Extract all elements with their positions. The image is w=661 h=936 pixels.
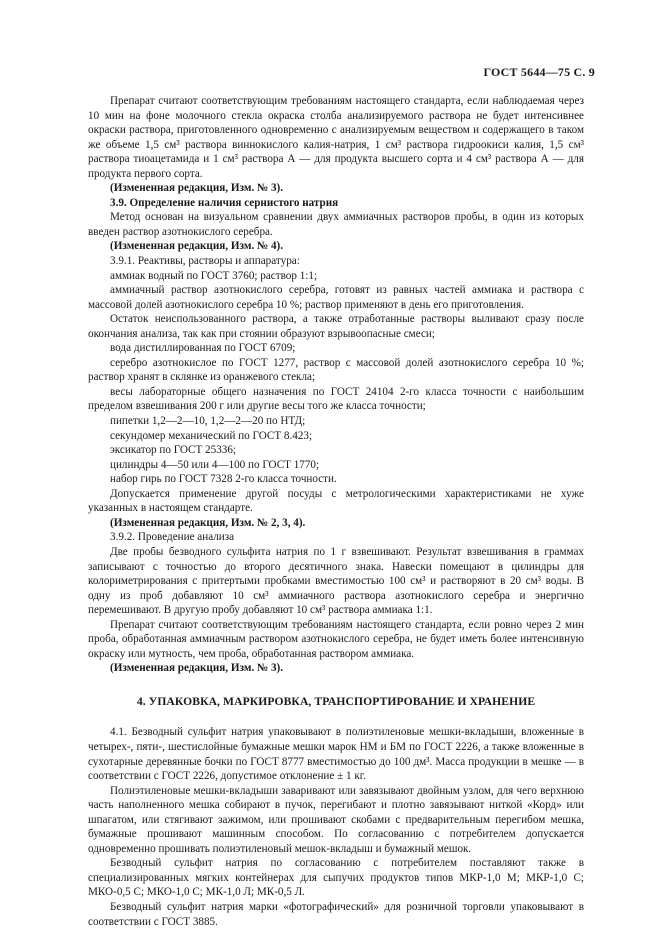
paragraph: Препарат считают соответствующим требованиям настоящего стандарта, если ровно через 2 мин проба, обработанная аммиачным раствором азотнокислого серебра, не будет иметь более интенсивную окраску или мутность, чем проба, обработанная раствором аммиака.	[88, 618, 584, 660]
paragraph: Препарат считают соответствующим требованиям настоящего стандарта, если наблюдаемая через 10 мин на фоне молочного стекла окраска столба анализируемого раствора не будет интенсивнее окраски раствора, приготовленного одновременно с анализируемым веществом и содержащего в таком же объеме 1,5 см³ раствора виннокислого калия-натрия, 1 см³ раствора гидроокиси калия, 1,5 см³ раствора тиоацетамида и 1 см³ раствора А — для продукта высшего сорта и 4 см³ раствора А — для продукта первого сорта.	[88, 95, 584, 180]
paragraph: (Измененная редакция, Изм. № 3).	[110, 662, 284, 675]
paragraph: 3.9.1. Реактивы, растворы и аппаратура:	[110, 255, 300, 268]
paragraph: весы лабораторные общего назначения по ГОСТ 24104 2-го класса точности с наибольшим пределом взвешивания 200 г или другие весы того же класса точности;	[88, 385, 584, 413]
paragraph: Полиэтиленовые мешки-вкладыши заваривают или завязывают двойным узлом, для чего верхнюю часть наполненного мешка собирают в пучок, перегибают и плотно завязывают ниткой «Корд» или шпагатом, или стягивают зажимом, или прошивают скобами с предварительным перегибом мешка, бумажные прошивают машинным способом. По согласованию с потребителем допускается одновременно прошивать полиэтиленовый мешок-вкладыш и бумажный мешок.	[88, 784, 584, 855]
paragraph: набор гирь по ГОСТ 7328 2-го класса точности.	[110, 473, 337, 486]
section-3-continued	[88, 94, 584, 676]
paragraph: серебро азотнокислое по ГОСТ 1277, раствор с массовой долей азотнокислого серебра 10 %; раствор хранят в склянке из оранжевого стекла;	[88, 356, 584, 384]
paragraph: аммиачный раствор азотнокислого серебра, готовят из равных частей аммиака и раствора с массовой долей азотнокислого серебра 10 %; раствор применяют в день его приготовления.	[88, 284, 584, 311]
paragraph: аммиак водный по ГОСТ 3760; раствор 1:1;	[110, 269, 318, 282]
section-title: 4. УПАКОВКА, МАРКИРОВКА, ТРАНСПОРТИРОВАНИЕ И ХРАНЕНИЕ	[136, 694, 536, 708]
paragraph: пипетки 1,2—2—10, 1,2—2—20 по НТД;	[110, 415, 306, 428]
paragraph: эксикатор по ГОСТ 25336;	[110, 444, 237, 457]
paragraph: Две пробы безводного сульфита натрия по 1 г взвешивают. Результат взвешивания в граммах записывают с точностью до второго десятичного знака. Навески помещают в цилиндры для колориметрирования с притертыми пробками вместимостью 100 см³ и растворяют в 20 см³ воды. В одну из проб добавляют 10 см³ аммиачного раствора азотнокислого серебра и энергично перемешивают. В другую пробу добавляют 10 см³ раствора аммиака 1:1.	[88, 545, 584, 617]
paragraph: 3.9.2. Проведение анализа	[110, 531, 235, 544]
paragraph: Допускается применение другой посуды с метрологическими характеристиками не хуже указанных в настоящем стандарте.	[88, 487, 584, 515]
paragraph: (Измененная редакция, Изм. № 2, 3, 4).	[110, 516, 306, 529]
paragraph: Остаток неиспользованного раствора, а также отработанные растворы выливают сразу после окончания анализа, так как при стоянии образуют взрывоопасные смеси;	[88, 313, 584, 340]
paragraph: цилиндры 4—50 или 4—100 по ГОСТ 1770;	[110, 458, 320, 471]
paragraph: 4.1. Безводный сульфит натрия упаковывают в полиэтиленовые мешки-вкладыши, вложенные в четырех-, пяти-, шестислойные бумажные мешки марок НМ и БМ по ГОСТ 2226, а также вложенные в сухотарные деревянные бочки по ГОСТ 8777 вместимостью до 100 дм³. Масса продукции в мешке — в соответствии с ГОСТ 2226, допустимое отклонение ± 1 кг.	[88, 726, 584, 783]
document-body	[88, 94, 584, 929]
paragraph: Метод основан на визуальном сравнении двух аммиачных растворов пробы, в один из которых введен раствор азотнокислого серебра.	[88, 211, 584, 238]
paragraph: Безводный сульфит натрия по согласованию с потребителем поставляют также в специализированных мягких контейнерах для сыпучих продуктов типов МКР-1,0 М; МКР-1,0 С; МКО-0,5 С; МКО-1,0 С; МК-1,0 Л; МК-0,5 Л.	[88, 857, 584, 899]
page-header: ГОСТ 5644—75 С. 9	[483, 65, 595, 79]
paragraph: Безводный сульфит натрия марки «фотографический» для розничной торговли упаковывают в соответствии с ГОСТ 3885.	[88, 900, 584, 928]
paragraph: вода дистиллированная по ГОСТ 6709;	[110, 342, 296, 355]
paragraph: (Измененная редакция, Изм. № 3).	[110, 182, 284, 195]
paragraph: секундомер механический по ГОСТ 8.423;	[110, 429, 313, 442]
paragraph: 3.9. Определение наличия сернистого натрия	[110, 196, 339, 209]
section-4	[88, 725, 584, 929]
paragraph: (Измененная редакция, Изм. № 4).	[110, 240, 284, 253]
